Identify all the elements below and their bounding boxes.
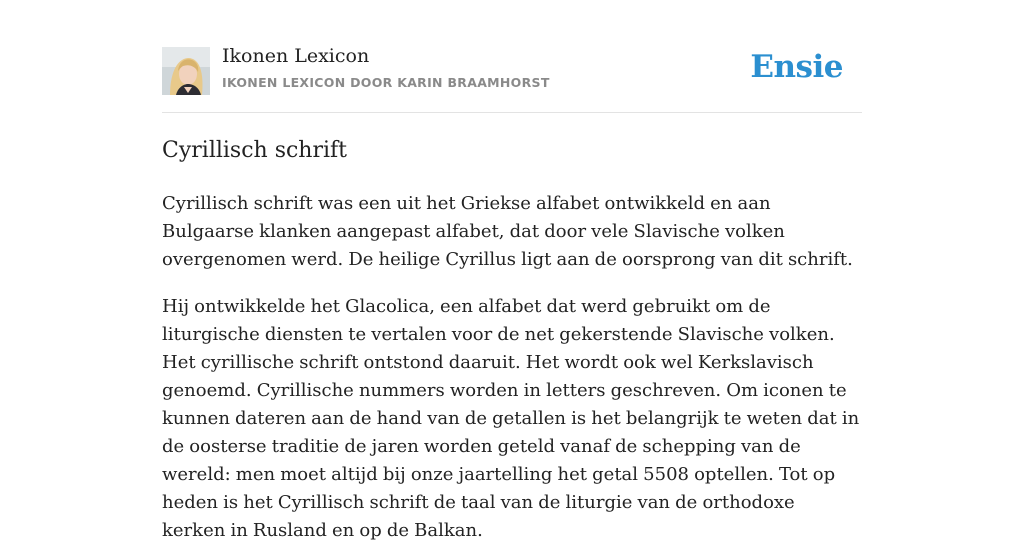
author-portrait (162, 47, 210, 95)
content-container (162, 0, 862, 541)
site-subtitle: IKONEN LEXICON DOOR KARIN BRAAMHORST (222, 75, 550, 90)
site-name[interactable]: Ikonen Lexicon (222, 45, 370, 67)
ensie-logo[interactable]: Ensie (750, 49, 843, 85)
article-paragraph-2: Hij ontwikkelde het Glacolica, een alfabet dat werd gebruikt om de liturgische diensten te vertalen voor de net gekerstende Slavische volken. Het cyrillische schrift ontstond daaruit. Het wordt ook wel Kerkslavisch genoemd. Cyrillische nummers worden in letters geschreven. Om iconen te kunnen dateren aan de hand van de getallen is het belangrijk te weten dat in de oosterse traditie de jaren worden geteld vanaf de schepping van de wereld: men moet altijd bij onze jaartelling het getal 5508 optellen. Tot op heden is het Cyrillisch schrift de taal van de liturgie van de orthodoxe kerken in Rusland en op de Balkan. (162, 296, 860, 541)
avatar[interactable] (162, 47, 210, 95)
article-title: Cyrillisch schrift (162, 138, 348, 163)
header (162, 0, 862, 113)
article-paragraph-1: Cyrillisch schrift was een uit het Griekse alfabet ontwikkeld en aan Bulgaarse klanken aangepast alfabet, dat door vele Slavische volken overgenomen werd. De heilige Cyrillus ligt aan de oorsprong van dit schrift. (162, 193, 853, 270)
